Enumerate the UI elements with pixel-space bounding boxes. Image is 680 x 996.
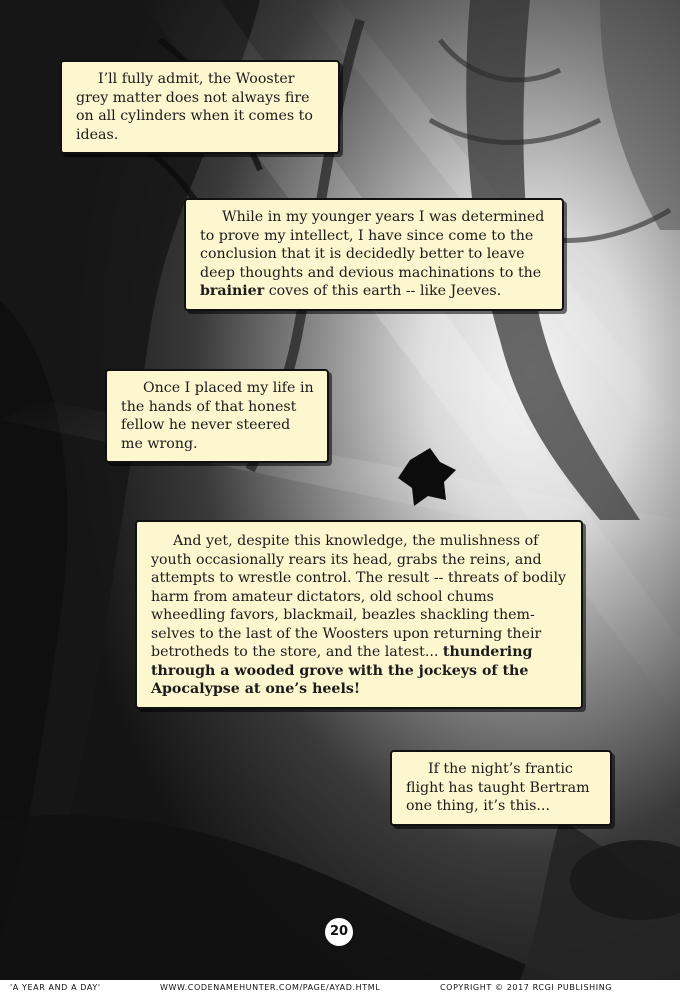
caption-box-4: [135, 520, 583, 709]
caption-box-1: [60, 60, 340, 154]
footer-bar: [0, 980, 680, 996]
caption-text-1: I’ll fully admit, the Wooster grey matter does not always fire on all cylinders when it comes to ideas.: [76, 71, 313, 143]
caption-emphasis-4: thundering through a wooded grove with the jockeys of the Apocalypse at one’s heels!: [151, 644, 533, 697]
caption-emphasis-2: brainier: [200, 283, 265, 299]
page-number: 20: [323, 916, 355, 948]
caption-box-2: [184, 198, 564, 311]
caption-text-4: And yet, despite this knowledge, the mulishness of youth occasionally rears its head, grabs the reins, and attempts to wrestle control. The result -- threats of bodily harm from amateur dictators, old school chums wheedling favors, blackmail, beazles shackling them-selves to the last of the Woosters upon returning their betrotheds to the store, and the latest...: [151, 533, 567, 660]
footer-copyright: COPYRIGHT © 2017 RCGI PUBLISHING: [440, 983, 613, 992]
caption-box-3: [105, 369, 329, 463]
caption-text-5: If the night’s frantic flight has taught Bertram one thing, it’s this...: [406, 761, 590, 814]
footer-title: 'A YEAR AND A DAY': [10, 983, 101, 992]
footer-url: WWW.CODENAMEHUNTER.COM/PAGE/AYAD.HTML: [160, 983, 381, 992]
caption-box-5: [390, 750, 612, 826]
caption-text-2: While in my younger years I was determined to prove my intellect, I have since come to the conclusion that it is decidedly better to leave deep thoughts and devious machinations to the: [200, 209, 545, 281]
caption-text-3: Once I placed my life in the hands of that honest fellow he never steered me wrong.: [121, 380, 314, 452]
caption-tail-2: coves of this earth -- like Jeeves.: [264, 283, 502, 299]
